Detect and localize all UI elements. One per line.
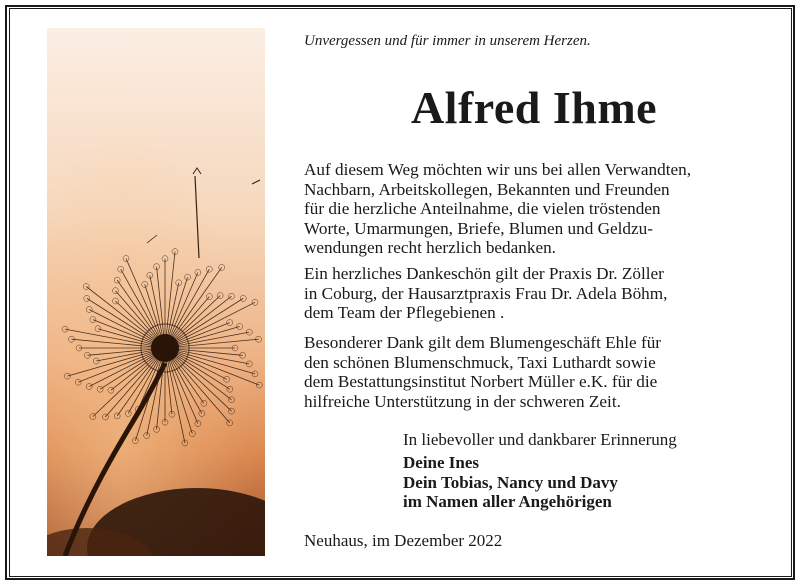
- signer-line: Dein Tobias, Nancy und Davy: [403, 472, 618, 492]
- text-line: Ein herzliches Dankeschön gilt der Praxis Dr. Zöller: [304, 264, 664, 283]
- text-line: in Coburg, der Hausarztpraxis Frau Dr. Adela Böhm,: [304, 283, 668, 303]
- signer-line: Deine Ines: [403, 453, 480, 472]
- text-line: hilfreiche Unterstützung in der schweren Zeit.: [304, 391, 621, 411]
- signers-block: [403, 453, 618, 512]
- deceased-name: Alfred Ihme: [410, 82, 658, 133]
- text-line: den schönen Blumenschmuck, Taxi Luthardt sowie: [304, 352, 656, 372]
- text-line: Auf diesem Weg möchten wir uns bei allen Verwandten,: [304, 160, 691, 179]
- text-line: wendungen recht herzlich bedanken.: [304, 238, 556, 258]
- thanks-paragraph-3: [304, 333, 774, 411]
- text-line: für die herzliche Anteilnahme, die vielen tröstenden: [304, 199, 661, 219]
- dandelion-photo: [47, 28, 265, 556]
- text-line: dem Bestattungsinstitut Norbert Müller e.K. für die: [304, 372, 658, 392]
- signer-line: im Namen aller Angehörigen: [403, 492, 612, 511]
- text-line: Worte, Umarmungen, Briefe, Blumen und Geldzu-: [304, 218, 653, 238]
- closing-line: In liebevoller und dankbarer Erinnerung: [403, 430, 677, 449]
- place-date: Neuhaus, im Dezember 2022: [304, 531, 503, 550]
- notice-motto: Unvergessen und für immer in unserem Herzen.: [304, 33, 591, 49]
- thanks-paragraph-1: [304, 160, 774, 258]
- text-line: dem Team der Pflegebienen .: [304, 303, 505, 323]
- text-line: Besonderer Dank gilt dem Blumengeschäft Ehle für: [304, 333, 662, 352]
- dandelion-illustration: [47, 28, 265, 556]
- thanks-paragraph-2: [304, 264, 774, 323]
- text-line: Nachbarn, Arbeitskollegen, Bekannten und Freunden: [304, 179, 670, 199]
